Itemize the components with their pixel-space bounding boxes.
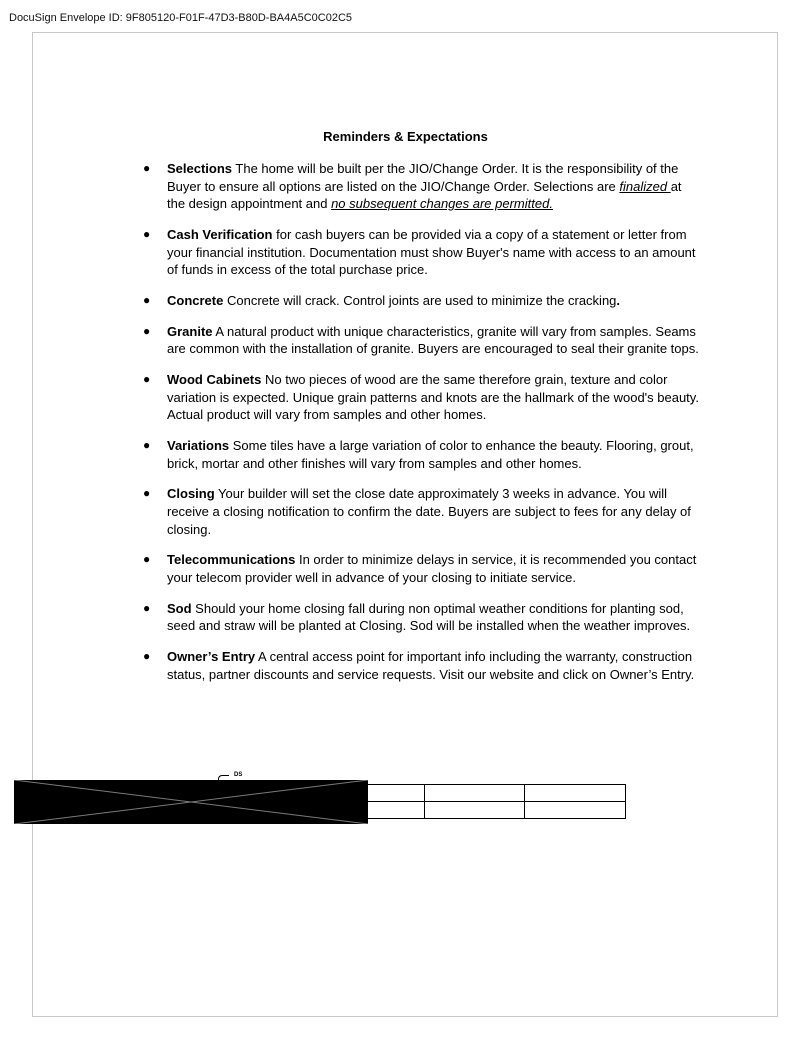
item-text: Should your home closing fall during non optimal weather conditions for planting sod, seed and straw will be planted at Closing. Sod will be installed when the weather improves. — [167, 600, 691, 634]
envelope-id: DocuSign Envelope ID: 9F805120-F01F-47D3-B80D-BA4A5C0C02C5 — [9, 12, 353, 24]
item-text: No two pieces of wood are the same therefore grain, texture and color variation is expected. Unique grain patterns and knots are the hallmark of the wood's beauty. Actual product will vary from samples and other homes. — [167, 372, 699, 423]
initials-cell[interactable] — [367, 802, 424, 819]
item-text: Some tiles have a large variation of color to enhance the beauty. Flooring, grout, brick, mortar and other finishes will vary from samples and other homes. — [167, 438, 694, 471]
item-title: Cash Verification — [167, 226, 273, 242]
item-emphasis: finalized — [619, 178, 671, 194]
item-title: Selections — [167, 161, 233, 176]
item-title: Concrete — [167, 292, 224, 308]
ds-label: DS — [234, 772, 243, 778]
list-item-concrete — [141, 292, 701, 310]
item-title: Owner’s Entry — [167, 649, 256, 665]
initials-cell[interactable] — [424, 785, 525, 802]
item-title: Wood Cabinets — [167, 372, 262, 388]
list-item-wood-cabinets — [141, 371, 701, 424]
bullet-icon: ● — [143, 649, 151, 664]
initials-cell[interactable] — [525, 802, 626, 819]
list-item-selections — [141, 160, 701, 213]
item-title: Sod — [167, 600, 192, 616]
initials-cell[interactable] — [525, 785, 626, 802]
bullet-icon: ● — [143, 292, 151, 307]
item-text: Your builder will set the close date approximately 3 weeks in advance. You will receive a closing notification to confirm the date. Buyers are subject to fees for any delay of closing. — [167, 486, 691, 537]
item-text: The home will be built per the JIO/Change Order. It is the responsibility of the Buyer to ensure all options are listed on the JIO/Change Order. Selections are — [167, 161, 679, 194]
list-item-owners-entry — [141, 648, 701, 683]
bullet-icon: ● — [143, 161, 151, 175]
redaction-cross-icon — [14, 780, 368, 824]
bullet-icon: ● — [143, 438, 151, 453]
bullet-icon: ● — [143, 600, 151, 615]
list-item-granite — [141, 323, 701, 358]
item-title: Closing — [167, 486, 215, 502]
item-title: Granite — [167, 323, 213, 339]
item-text: Concrete will crack. Control joints are used to minimize the cracking — [223, 292, 617, 308]
bullet-icon: ● — [143, 372, 151, 387]
list-item-variations — [141, 437, 701, 472]
list-item-telecommunications — [141, 551, 701, 586]
item-text-end: . — [616, 292, 621, 308]
bullet-icon: ● — [143, 486, 151, 501]
initials-area — [14, 772, 626, 826]
item-text: In order to minimize delays in service, it is recommended you contact your telecom provider well in advance of your closing to initiate service. — [167, 552, 697, 585]
item-emphasis: no subsequent changes are permitted. — [331, 196, 553, 212]
list-item-sod — [141, 600, 701, 635]
bullet-icon: ● — [143, 552, 151, 567]
reminders-list — [141, 160, 701, 697]
item-text: A natural product with unique characteristics, granite will vary from samples. Seams are common with the installation of granite. Buyers are encouraged to seal their granite tops. — [167, 323, 699, 357]
item-text: for cash buyers can be provided via a copy of a statement or letter from your financial institution. Documentation must show Buyer's name with access to an amount of funds in excess of the total purchase price. — [167, 226, 696, 278]
initials-cell[interactable] — [367, 785, 424, 802]
list-item-cash-verification — [141, 226, 701, 279]
item-text: A central access point for important info including the warranty, construction status, partner discounts and service requests. Visit our website and click on Owner’s Entry. — [167, 649, 695, 682]
item-title: Telecommunications — [167, 552, 296, 568]
page-title: Reminders & Expectations — [323, 129, 488, 144]
redaction-box — [14, 780, 368, 824]
list-item-closing — [141, 485, 701, 538]
bullet-icon: ● — [143, 323, 151, 338]
initials-cell[interactable] — [424, 802, 525, 819]
item-text: at the design appointment and — [167, 178, 682, 212]
item-title: Variations — [167, 438, 230, 454]
bullet-icon: ● — [143, 226, 151, 241]
